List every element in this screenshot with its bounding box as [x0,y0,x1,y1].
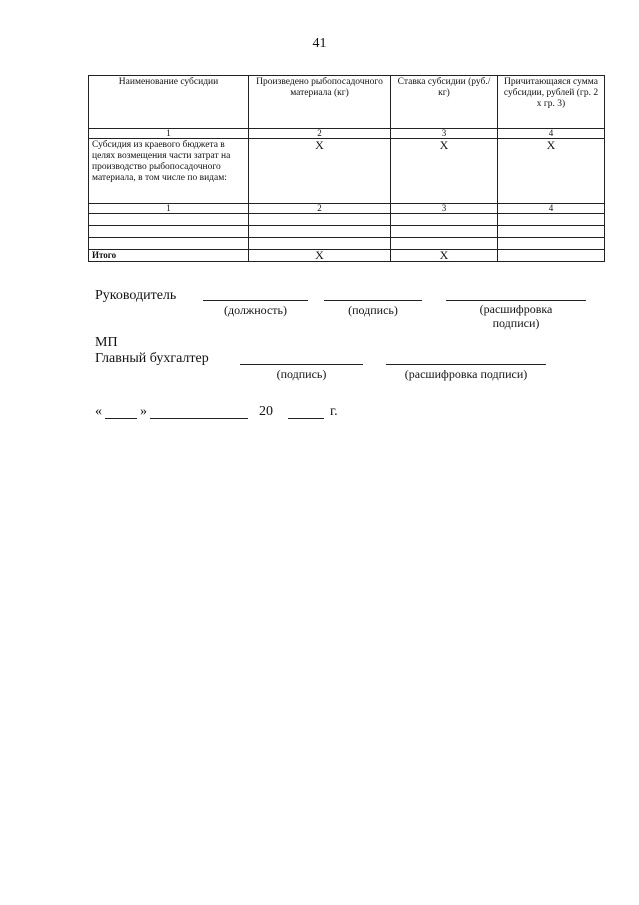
date-year-suffix: г. [330,404,338,419]
column-number: 1 [89,129,249,139]
cross-mark: X [498,139,605,204]
accountant-label: Главный бухгалтер [95,351,209,366]
column-number: 2 [249,204,391,214]
header-amount: Причитающаяся сумма субсидии, рублей (гр. 2 х гр. 3) [498,76,605,129]
column-number: 4 [498,129,605,139]
blank-row [89,238,605,250]
column-number: 4 [498,204,605,214]
cross-mark: X [249,250,391,262]
accountant-decoding-caption: (расшифровка подписи) [404,367,528,381]
column-numbers-row [89,129,605,139]
accountant-decoding-line [386,364,546,365]
decoding-caption: (расшифровка подписи) [479,302,553,330]
signature-caption: (подпись) [348,303,398,317]
head-label: Руководитель [95,288,177,303]
header-rate: Ставка субсидии (руб./кг) [391,76,498,129]
column-number: 2 [249,129,391,139]
date-open-quote: « [95,404,102,419]
blank-row [89,226,605,238]
table-header-row [89,76,605,129]
header-produced: Произведено рыбопосадочного материала (кг) [249,76,391,129]
accountant-signature-line [240,364,363,365]
cross-mark: X [391,139,498,204]
header-subsidy-name: Наименование субсидии [89,76,249,129]
stamp-label: МП [95,335,118,350]
page-number: 41 [312,36,327,51]
blank-row [89,214,605,226]
date-year-prefix: 20 [259,404,273,419]
decoding-line [446,300,586,301]
main-subsidy-row [89,139,605,204]
column-number: 1 [89,204,249,214]
cross-mark: X [249,139,391,204]
main-subsidy-label: Субсидия из краевого бюджета в целях возмещения части затрат на производство рыбопосадочного материала, в том числе по видам: [89,139,249,204]
column-number: 3 [391,204,498,214]
column-number: 3 [391,129,498,139]
total-label: Итого [89,250,249,262]
position-caption: (должность) [224,303,287,317]
position-line [203,300,308,301]
accountant-signature-caption: (подпись) [276,367,327,381]
signature-line [324,300,422,301]
column-numbers-row-repeat [89,204,605,214]
cross-mark: X [391,250,498,262]
date-day-line [105,418,137,419]
subsidy-table [88,75,605,262]
date-month-line [150,418,248,419]
date-year-line [288,418,324,419]
total-row [89,250,605,262]
date-close-quote: » [140,404,147,419]
